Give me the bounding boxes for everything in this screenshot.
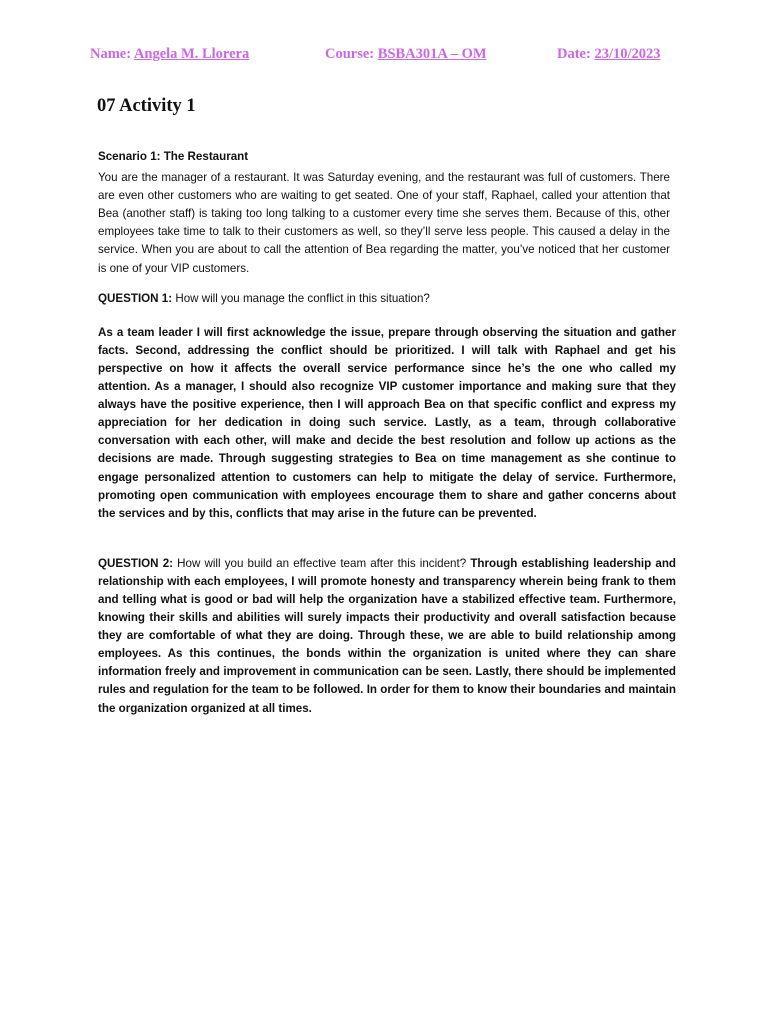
- question-2: [98, 555, 676, 718]
- date-field: [557, 46, 661, 63]
- page-title: 07 Activity 1: [97, 96, 196, 116]
- question-1: [98, 290, 676, 308]
- scenario-text: You are the manager of a restaurant. It was Saturday evening, and the restaurant was full of customers. There are even other customers who are waiting to get seated. One of your staff, Raphael, called your attention that Bea (another staff) is taking too long talking to a customer every time she serves them. Because of this, other employees take time to talk to their customers as well, so they’ll serve less people. This caused a delay in the service. When you are about to call the attention of Bea regarding the matter, you’ve noticed that her customer is one of your VIP customers.: [98, 171, 670, 275]
- name-value: Angela M. Llorera: [133, 46, 250, 62]
- name-field: [90, 46, 249, 63]
- answer-1: As a team leader I will first acknowledge the issue, prepare through observing the situation and gather facts. Second, addressing the conflict should be prioritized. I will talk with Raphael and get his perspective on how it affects the overall service performance since he’s the one who called my attention. As a manager, I should also recognize VIP customer importance and making sure that they always have the positive experience, then I will approach Bea on that specific conflict and express my appreciation for her dedication in doing such service. Lastly, as a team, through collaborative conversation with each other, will make and decide the best resolution and follow up actions as the decisions are made. Through suggesting strategies to Bea on time management as she continue to engage personalized attention to customers can help to mitigate the delay of service. Furthermore, promoting open communication with employees encourage them to share and gather concerns about the services and by this, conflicts that may arise in the future can be prevented.: [98, 325, 676, 520]
- question-1-label: QUESTION 1:: [98, 291, 173, 305]
- scenario-heading: Scenario 1: The Restaurant: [98, 150, 249, 163]
- date-value: 23/10/2023: [594, 46, 661, 62]
- course-value: BSBA301A – OM: [377, 46, 487, 62]
- course-field: [325, 46, 487, 63]
- answer-2: Through establishing leadership and relationship with each employees, I will promote honesty and transparency wherein being frank to them and telling what is good or bad will help the organization have a stabilized effective team. Furthermore, knowing their skills and abilities will surely impacts their productivity and overall satisfaction because they are comfortable of what they are doing. Through these, we are able to build relationship among employees. As this continues, the bonds within the organization is united where they can share information freely and improvement in communication can be seen. Lastly, there should be implemented rules and regulation for the team to be followed. In order for them to know their boundaries and maintain the organization organized at all times.: [98, 556, 676, 715]
- document-body: [98, 148, 676, 718]
- date-label: Date:: [557, 46, 591, 62]
- question-1-text: How will you manage the conflict in this situation?: [172, 291, 430, 305]
- question-2-text: How will you build an effective team after this incident?: [173, 556, 471, 570]
- question-2-label: QUESTION 2:: [98, 556, 173, 570]
- course-label: Course:: [325, 46, 375, 62]
- name-label: Name:: [90, 46, 132, 62]
- document-header: [90, 46, 690, 66]
